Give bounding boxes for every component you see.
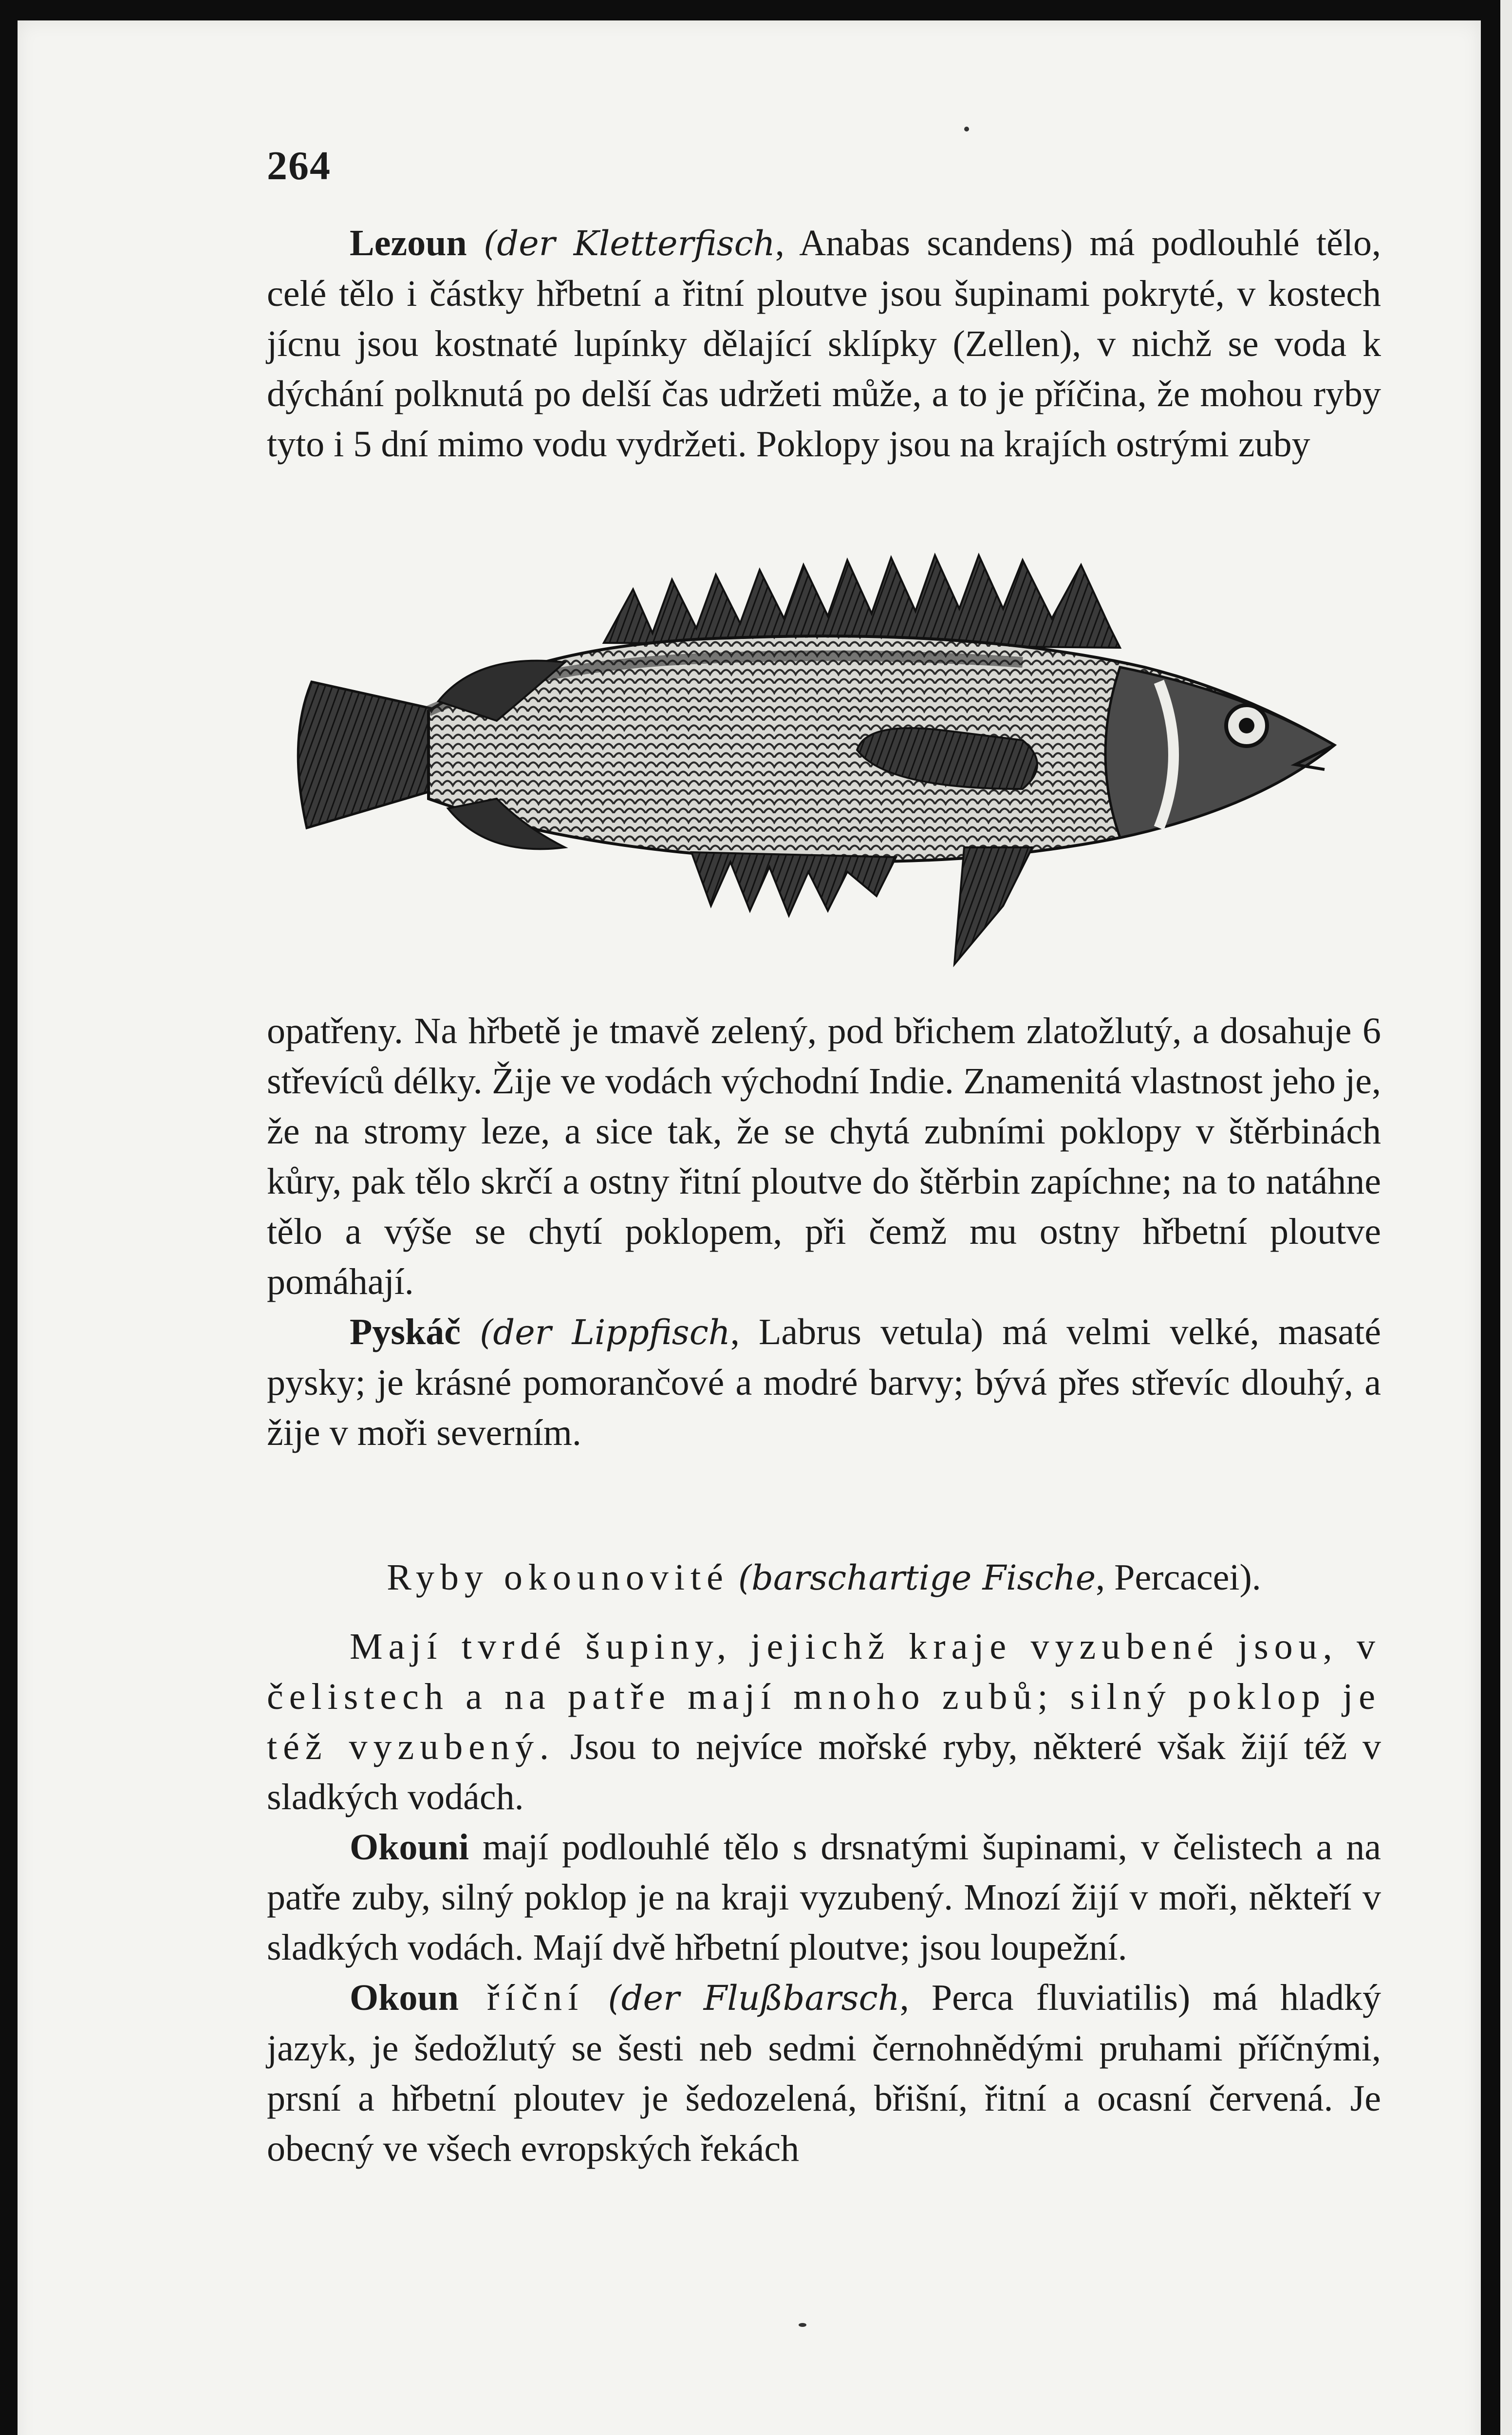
paragraph-text: , Perca fluviatilis) má hladký jazyk, je šedožlutý se šesti neb sedmi černohnědými pruhami příčnými, prsní a hřbetní ploutev je šedozelená, břišní, řitní a ocasní červená. Je obecný ve všech evropských řekách: [267, 1977, 1381, 2169]
page-number: 264: [267, 143, 331, 188]
paragraph-text: mají podlouhlé tělo s drsnatými šupinami, v čelistech a na patře zuby, silný poklop je na kraji vyzubený. Mnozí žijí v moři, někteří v sladkých vodách. Mají dvě hřbetní ploutve; jsou loupežní.: [267, 1827, 1381, 1968]
heading-german: (barschartige Fische: [738, 1558, 1096, 1598]
tail-fin: [298, 682, 443, 828]
text-block-bottom: [267, 1622, 1381, 2174]
paragraph-text: , Labrus vetula) má velmi velké, masaté pysky; je krásné pomorančové a modré barvy; bývá přes střevíc dlouhý, a žije v moři severním.: [267, 1311, 1381, 1453]
paragraph-okoun: [267, 1973, 1381, 2174]
german-name: (der Flußbarsch: [584, 1978, 900, 2018]
heading-spaced: Ryby okounovité: [387, 1557, 729, 1598]
paragraph-text: Jsou to nejvíce mořské ryby, některé však žijí též v sladkých vodách.: [267, 1726, 1381, 1817]
fish-illustration: [292, 536, 1363, 998]
anal-fin: [691, 852, 896, 916]
term-okoun: Okoun: [350, 1977, 459, 2018]
text-block-middle: [267, 1006, 1381, 1458]
german-name: (der Kletterfisch: [484, 224, 775, 263]
paragraph-text: , Anabas scandens) má podlouhlé tělo, celé tělo i částky hřbetní a řitní ploutve jsou šupinami pokryté, v kostech jícnu jsou kostnaté lupínky dělající sklípky (Zellen), v nichž se voda k dýchání polknutá po delší čas udržeti může, a to je příčina, že mohou ryby tyto i 5 dní mimo vodu vydržeti. Poklopy jsou na krajích ostrými zuby: [267, 223, 1381, 465]
dorsal-fin: [604, 555, 1120, 648]
term-pyskac: Pyskáč: [350, 1311, 461, 1352]
term-okouni: Okouni: [350, 1827, 469, 1868]
paragraph-pyskac: [267, 1307, 1381, 1458]
spaced-text: říční: [458, 1977, 584, 2018]
pelvic-fin: [954, 847, 1032, 964]
page-edge: [1500, 0, 1512, 2435]
paragraph-lezoun-continued: opatřeny. Na hřbetě je tmavě zelený, pod břichem zlatožlutý, a dosahuje 6 střevíců délky. Žije ve vodách východní Indie. Znamenitá vlastnost jeho je, že na stromy leze, a sice tak, že se chytá zubními poklopy v štěrbinách kůry, pak tělo skrčí a ostny řitní ploutve do štěrbin zapíchne; na to natáhne tělo a výše se chytí poklopem, při čemž mu ostny hřbetní ploutve pomáhají.: [267, 1011, 1381, 1302]
term-lezoun: Lezoun: [350, 223, 467, 263]
heading-latin: , Percacei).: [1096, 1557, 1261, 1598]
head: [1105, 667, 1334, 838]
print-speck: [964, 127, 969, 131]
paragraph-okounovite: [267, 1622, 1381, 1822]
section-heading: [267, 1553, 1381, 1603]
paragraph-lezoun: [267, 218, 1381, 469]
text-block-top: [267, 218, 1381, 469]
paragraph-okouni: [267, 1822, 1381, 1973]
german-name: (der Lippfisch: [480, 1312, 730, 1352]
spaced-text: Mají tvrdé šupiny, jejichž kraje vyzubené jsou, v čelistech a na patře mají mnoho zubů; silný poklop je též vyzubený.: [267, 1626, 1381, 1767]
print-speck: [799, 2323, 806, 2327]
